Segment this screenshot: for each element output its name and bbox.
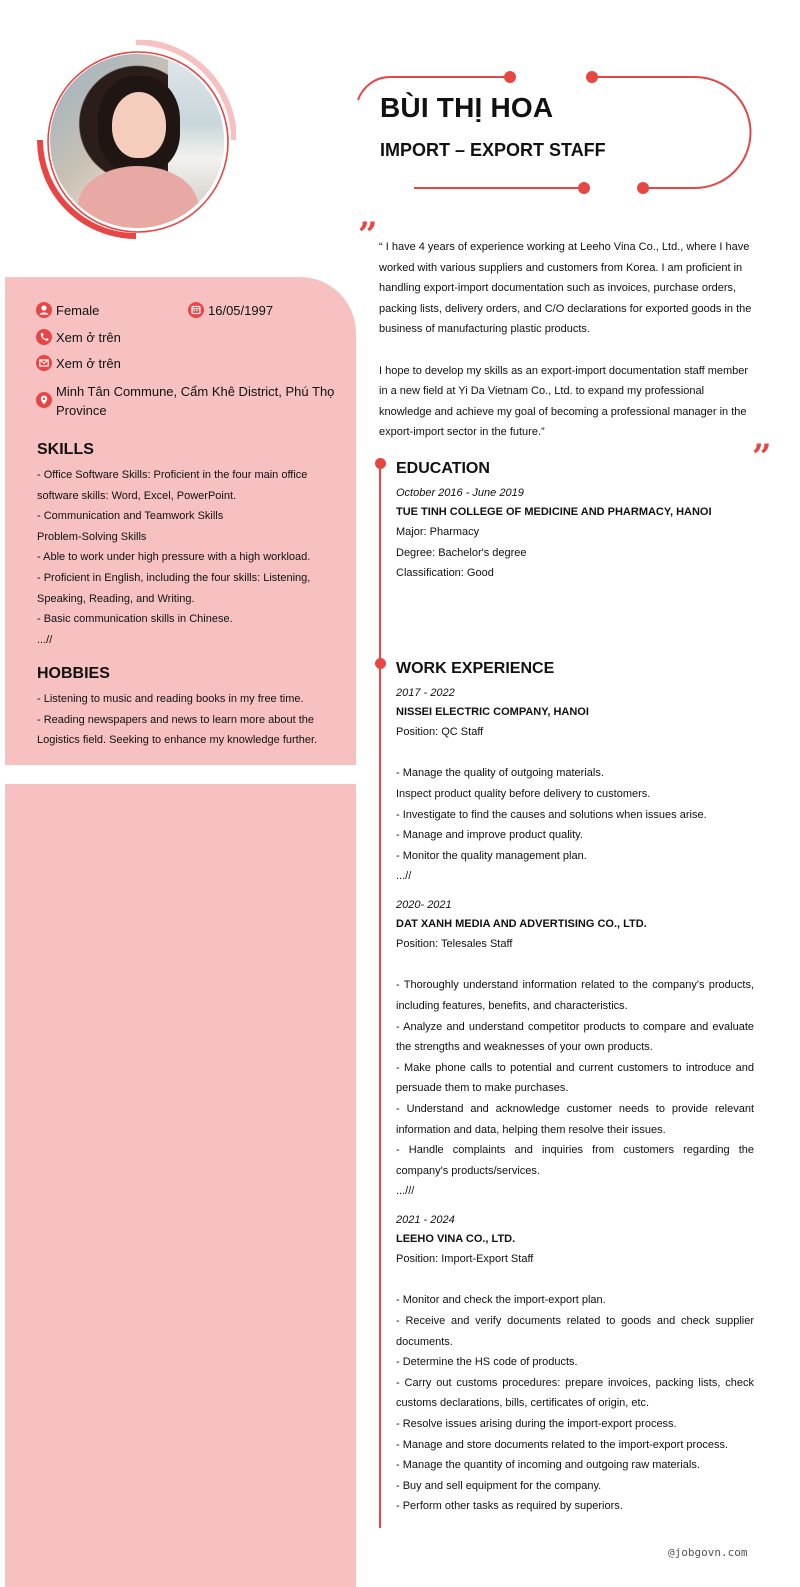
duty-item: ...// — [396, 870, 412, 883]
gender-row — [36, 301, 99, 320]
duty-item: - Understand and acknowledge customer needs to provide relevant information and data, helping them resolve their issues. — [396, 1102, 754, 1136]
duty-item: - Manage the quantity of incoming and outgoing raw materials. — [396, 1459, 700, 1472]
work-heading: WORK EXPERIENCE — [396, 660, 555, 677]
career-objective — [379, 237, 755, 443]
header-frame-decoration — [350, 64, 760, 200]
quote-close-icon: ” — [752, 437, 772, 477]
candidate-name: BÙI THỊ HOA — [380, 92, 554, 123]
hobbies-heading: HOBBIES — [37, 665, 110, 682]
duty-item: - Monitor the quality management plan. — [396, 849, 587, 862]
phone-value: Xem ở trên — [56, 330, 121, 345]
job-period: 2017 - 2022 — [396, 687, 455, 699]
timeline-line — [379, 468, 381, 1528]
job-duties — [396, 763, 754, 887]
objective-paragraph-2: I hope to develop my skills as an export-import documentation staff member in a new field at Yi Da Vietnam Co., Ltd. to expand my professional knowledge and achieve my goal of becoming a professional manager in the export-import sector in the future.” — [379, 364, 749, 439]
skill-item: - Proficient in English, including the four skills: Listening, Speaking, Reading, and Writing. — [37, 571, 311, 605]
job-entry-1 — [396, 683, 754, 887]
skill-item: Problem-Solving Skills — [37, 530, 147, 543]
education-period: October 2016 - June 2019 — [396, 487, 524, 499]
hobby-item: - Listening to music and reading books in my free time. — [37, 693, 304, 705]
duty-item: .../// — [396, 1185, 415, 1198]
duty-item: - Manage and improve product quality. — [396, 829, 583, 842]
education-entry — [396, 483, 754, 584]
gender-value: Female — [56, 303, 100, 318]
calendar-icon — [188, 302, 204, 318]
job-entry-2 — [396, 895, 754, 1202]
address-row — [36, 382, 336, 420]
skills-list — [37, 465, 332, 650]
phone-row — [36, 328, 121, 347]
skill-item: - Office Software Skills: Proficient in the four main office software skills: Word, Excel, PowerPoint. — [37, 469, 308, 502]
duty-item: - Receive and verify documents related to goods and check supplier documents. — [396, 1314, 754, 1348]
email-value: Xem ở trên — [56, 356, 121, 371]
job-duties — [396, 975, 754, 1202]
job-entry-3 — [396, 1210, 754, 1517]
hobby-item: - Reading newspapers and news to learn more about the Logistics field. Seeking to enhance my knowledge further. — [37, 713, 318, 747]
phone-icon — [36, 329, 52, 345]
duty-item: - Manage and store documents related to the import-export process. — [396, 1438, 729, 1451]
company-name: NISSEI ELECTRIC COMPANY, HANOI — [396, 705, 589, 718]
duty-item: - Handle complaints and inquiries from customers regarding the company's products/services. — [396, 1144, 754, 1177]
duty-item: - Analyze and understand competitor products to compare and evaluate the strengths and weaknesses of your own products. — [396, 1020, 754, 1054]
education-classification: Classification: Good — [396, 567, 494, 580]
dob-value: 16/05/1997 — [208, 303, 274, 318]
location-pin-icon — [36, 392, 52, 408]
job-period: 2021 - 2024 — [396, 1214, 455, 1226]
dob-row — [188, 301, 273, 320]
education-heading: EDUCATION — [396, 460, 490, 477]
avatar — [50, 54, 224, 228]
duty-item: - Resolve issues arising during the import-export process. — [396, 1417, 677, 1430]
duty-item: - Manage the quality of outgoing materials. — [396, 767, 604, 780]
job-position: Position: Import-Export Staff — [396, 1253, 534, 1266]
job-duties — [396, 1290, 754, 1517]
duty-item: - Make phone calls to potential and current customers to introduce and persuade them to make purchases. — [396, 1061, 754, 1095]
skill-item: ...// — [37, 633, 53, 646]
duty-item: - Carry out customs procedures: prepare invoices, packing lists, check customs declarations, bills, certificates of origin, etc. — [396, 1376, 754, 1410]
skill-item: - Able to work under high pressure with a high workload. — [37, 551, 311, 564]
site-watermark: @jobgovn.com — [668, 1546, 748, 1559]
job-position: Position: Telesales Staff — [396, 938, 513, 951]
education-degree: Degree: Bachelor's degree — [396, 546, 527, 559]
skills-heading: SKILLS — [37, 441, 94, 458]
timeline-dot-work — [375, 658, 386, 669]
skill-item: - Communication and Teamwork Skills — [37, 510, 224, 523]
left-sidebar-lower — [5, 784, 356, 1587]
duty-item: - Thoroughly understand information related to the company's products, including features, benefits, and characteristics. — [396, 979, 754, 1012]
skill-item: - Basic communication skills in Chinese. — [37, 613, 233, 626]
job-position: Position: QC Staff — [396, 726, 484, 739]
objective-paragraph-1: “ I have 4 years of experience working at Leeho Vina Co., Ltd., where I have worked with various suppliers and customers from Korea. I am proficient in handling export-import documentation such as invoices, purchase orders, packing lists, delivery orders, and C/O declarations for exported goods in the business of manufacturing plastic products. — [379, 241, 752, 336]
duty-item: Inspect product quality before delivery to customers. — [396, 787, 651, 800]
email-row — [36, 354, 121, 373]
hobbies-list — [37, 689, 337, 751]
profile-photo-frame — [36, 40, 236, 240]
job-title: IMPORT – EXPORT STAFF — [380, 140, 606, 160]
mail-icon — [36, 355, 52, 371]
job-period: 2020- 2021 — [396, 899, 452, 911]
timeline-dot-education — [375, 458, 386, 469]
duty-item: - Perform other tasks as required by superiors. — [396, 1500, 623, 1513]
duty-item: - Monitor and check the import-export plan. — [396, 1294, 606, 1307]
education-major: Major: Pharmacy — [396, 526, 480, 539]
duty-item: - Determine the HS code of products. — [396, 1356, 578, 1369]
address-value: Minh Tân Commune, Cẩm Khê District, Phú Thọ Province — [56, 384, 335, 418]
company-name: LEEHO VINA CO., LTD. — [396, 1232, 516, 1245]
duty-item: - Investigate to find the causes and solutions when issues arise. — [396, 808, 707, 821]
company-name: DAT XANH MEDIA AND ADVERTISING CO., LTD. — [396, 917, 647, 930]
person-icon — [36, 302, 52, 318]
duty-item: - Buy and sell equipment for the company. — [396, 1479, 602, 1492]
school-name: TUE TINH COLLEGE OF MEDICINE AND PHARMACY, HANOI — [396, 505, 712, 518]
quote-open-icon: ” — [358, 215, 378, 255]
